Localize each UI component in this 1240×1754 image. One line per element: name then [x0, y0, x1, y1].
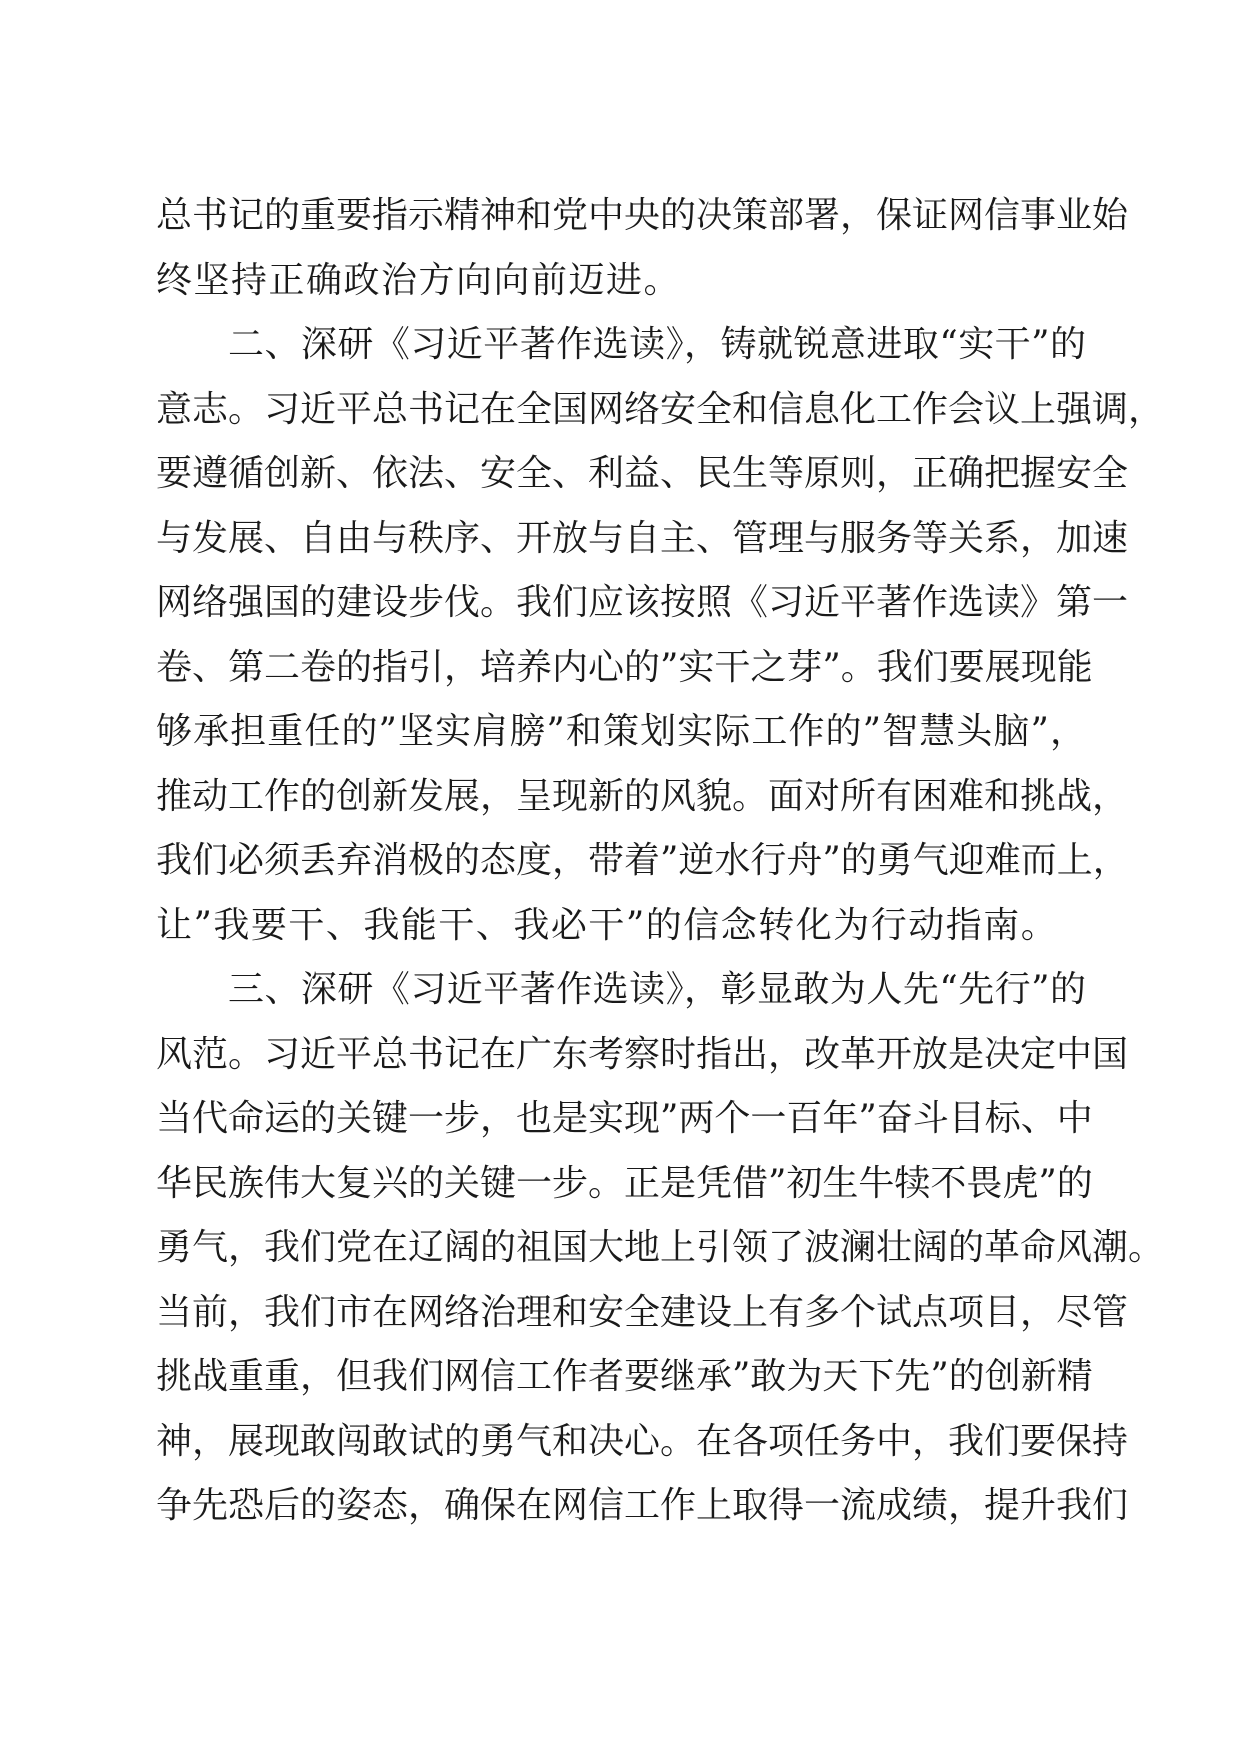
paragraph-heading-line: 二、深研《习近平著作选读》，铸就锐意进取“实干”的: [228, 324, 1086, 365]
text-line: 神，展现敢闯敢试的勇气和决心。在各项任务中，我们要保持: [156, 1420, 1129, 1462]
text-line: 挑战重重，但我们网信工作者要继承”敢为天下先”的创新精: [156, 1356, 1093, 1397]
body-text: [156, 184, 1165, 1539]
text-line: 我们必须丢弃消极的态度，带着”逆水行舟”的勇气迎难而上，: [156, 840, 1129, 881]
text-line: 够承担重任的”坚实肩膀”和策划实际工作的”智慧头脑”，: [156, 711, 1086, 752]
text-line: 让”我要干、我能干、我必干”的信念转化为行动指南。: [156, 904, 1059, 946]
text-line: 风范。习近平总书记在广东考察时指出，改革开放是决定中国: [156, 1033, 1129, 1075]
text-line: 总书记的重要指示精神和党中央的决策部署，保证网信事业始: [156, 195, 1129, 236]
text-line: 争先恐后的姿态，确保在网信工作上取得一流成绩，提升我们: [156, 1485, 1129, 1526]
text-line: 意志。习近平总书记在全国网络安全和信息化工作会议上强调，: [156, 388, 1165, 430]
text-line: 卷、第二卷的指引，培养内心的”实干之芽”。我们要展现能: [156, 646, 1093, 688]
text-line: 与发展、自由与秩序、开放与自主、管理与服务等关系，加速: [156, 517, 1129, 559]
text-line: 推动工作的创新发展，呈现新的风貌。面对所有困难和挑战，: [156, 775, 1129, 817]
text-line: 要遵循创新、依法、安全、利益、民生等原则，正确把握安全: [156, 453, 1129, 494]
text-line: 终坚持正确政治方向向前迈进。: [156, 259, 682, 301]
paragraph-heading-line: 三、深研《习近平著作选读》，彰显敢为人先“先行”的: [228, 969, 1086, 1010]
text-line: 当代命运的关键一步，也是实现”两个一百年”奋斗目标、中: [156, 1098, 1093, 1139]
text-line: 华民族伟大复兴的关键一步。正是凭借”初生牛犊不畏虎”的: [156, 1162, 1093, 1204]
text-line: 勇气，我们党在辽阔的祖国大地上引领了波澜壮阔的革命风潮。: [156, 1227, 1165, 1268]
text-line: 网络强国的建设步伐。我们应该按照《习近平著作选读》第一: [156, 582, 1129, 623]
text-line: 当前，我们市在网络治理和安全建设上有多个试点项目，尽管: [156, 1291, 1129, 1333]
